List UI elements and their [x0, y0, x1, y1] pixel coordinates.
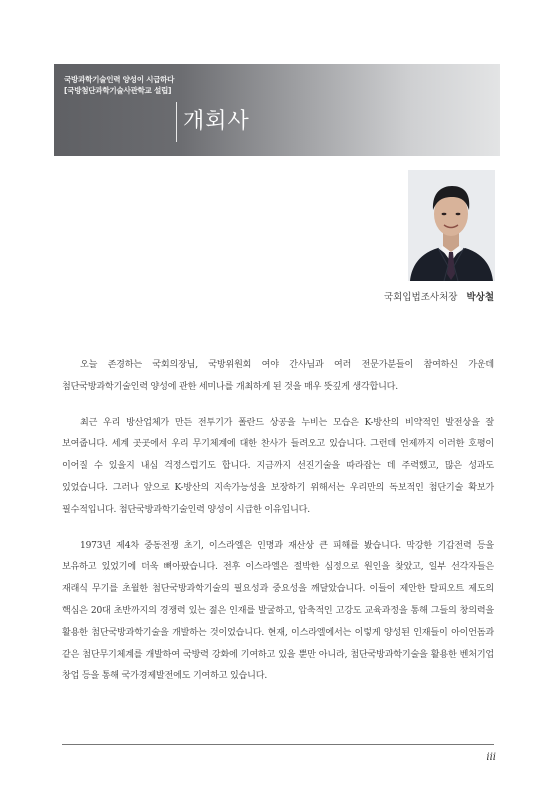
footer-divider — [62, 744, 494, 745]
paragraph: 최근 우리 방산업체가 만든 전투기가 폴란드 상공을 누비는 모습은 K-방산의 비약적인 발전상을 잘 보여줍니다. 세계 곳곳에서 우리 무기체계에 대한 찬사가 들려오고 있습니다. 그런데 언제까지 이러한 호평이 이어질 수 있을지 내심 걱정스럽기도 합니다. 지금까지 선진기술을 따라잡는 데 주력했고, 많은 성과도 있었습니다. 그러나 앞으로 K-방산의 지속가능성을 보장하기 위해서는 우리만의 독보적인 첨단기술 확보가 필수적입니다. 첨단국방과학기술인력 양성이 시급한 이유입니다. — [62, 417, 494, 515]
paragraph: 오늘 존경하는 국회의장님, 국방위원회 여야 간사님과 여러 전문가분들이 참여하신 가운데 첨단국방과학기술인력 양성에 관한 세미나를 개최하게 된 것을 매우 뜻깊게 생각합니다. — [62, 360, 494, 392]
paragraph: 1973년 제4차 중동전쟁 초기, 이스라엘은 인명과 재산상 큰 피해를 봤습니다. 막강한 기갑전력 등을 보유하고 있었기에 더욱 뼈아팠습니다. 전후 이스라엘은 절박한 심정으로 원인을 찾았고, 일부 선각자들은 재래식 무기를 초월한 첨단국방과학기술의 필요성과 중요성을 깨달았습니다. 이들이 제안한 탈피오트 제도의 핵심은 20대 초반까지의 경쟁력 있는 젊은 인재를 발굴하고, 압축적인 고강도 교육과정을 통해 그들의 창의력을 활용한 첨단국방과학기술을 개발하는 것이었습니다. 현재, 이스라엘에서는 이렇게 양성된 인재들이 아이언돔과 같은 첨단무기체계를 개발하여 국방력 강화에 기여하고 있을 뿐만 아니라, 첨단국방과학기술을 활용한 벤처기업 창업 등을 통해 국가경제발전에도 기여하고 있습니다. — [62, 540, 494, 682]
series-title-line2: [국방첨단과학기술사관학교 설립] — [64, 85, 172, 95]
page-number: iii — [486, 752, 496, 763]
series-title — [64, 75, 174, 96]
body-text — [62, 355, 494, 702]
speaker-caption — [384, 289, 494, 303]
speaker-photo — [408, 170, 495, 281]
speaker-role: 국회입법조사처장 — [384, 292, 458, 303]
speaker-name: 박상철 — [466, 292, 494, 303]
page-title: 개회사 — [183, 109, 250, 134]
portrait-illustration — [408, 170, 495, 281]
header-divider — [176, 102, 177, 142]
series-title-line1: 국방과학기술인력 양성이 시급하다 — [64, 75, 175, 84]
